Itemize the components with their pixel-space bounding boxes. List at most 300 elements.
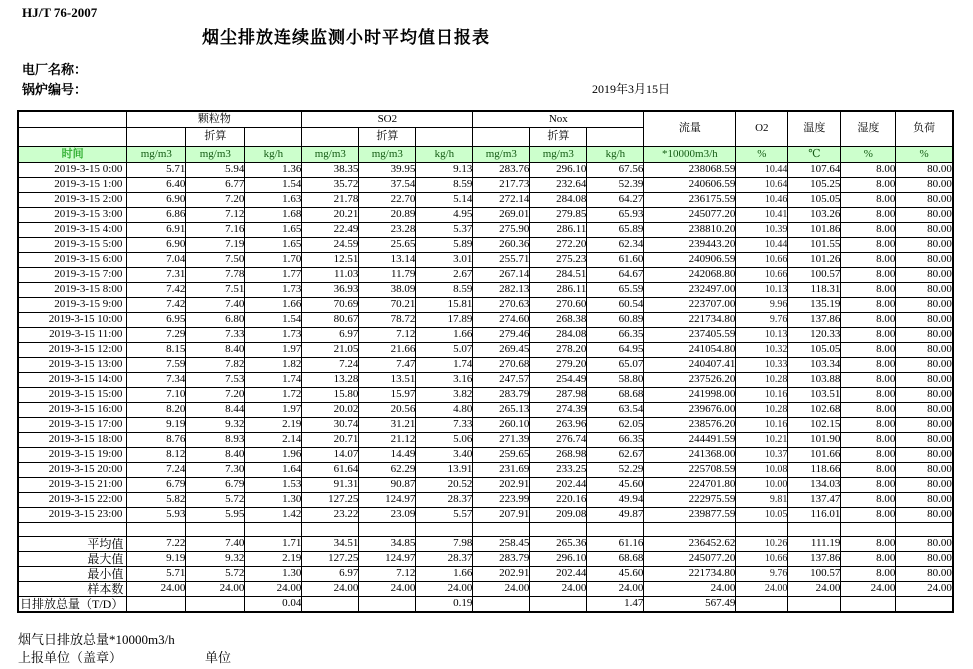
empty-cell: [186, 522, 245, 536]
value-cell: 1.63: [245, 192, 302, 207]
value-cell: 11.03: [302, 267, 359, 282]
value-cell: 2.14: [245, 432, 302, 447]
value-cell: 10.13: [736, 282, 788, 297]
value-cell: 7.47: [359, 357, 416, 372]
value-cell: 7.12: [359, 566, 416, 581]
value-cell: 7.98: [416, 536, 473, 551]
value-cell: 23.22: [302, 507, 359, 522]
value-cell: 80.00: [896, 192, 953, 207]
value-cell: 7.20: [186, 192, 245, 207]
value-cell: 224701.80: [644, 477, 736, 492]
value-cell: 7.51: [186, 282, 245, 297]
value-cell: 5.95: [186, 507, 245, 522]
col-header-humidity: 湿度: [841, 111, 896, 146]
value-cell: 10.46: [736, 192, 788, 207]
value-cell: 107.64: [788, 162, 841, 177]
value-cell: 10.66: [736, 252, 788, 267]
value-cell: 8.00: [841, 297, 896, 312]
value-cell: 271.39: [473, 432, 530, 447]
value-cell: 101.55: [788, 237, 841, 252]
value-cell: 239676.00: [644, 402, 736, 417]
value-cell: 102.68: [788, 402, 841, 417]
value-cell: 137.86: [788, 551, 841, 566]
value-cell: 1.74: [245, 372, 302, 387]
value-cell: 265.13: [473, 402, 530, 417]
value-cell: [359, 596, 416, 612]
value-cell: 61.16: [587, 536, 644, 551]
value-cell: 8.00: [841, 387, 896, 402]
value-cell: 6.91: [127, 222, 186, 237]
value-cell: 5.37: [416, 222, 473, 237]
value-cell: 8.00: [841, 492, 896, 507]
value-cell: 1.66: [416, 566, 473, 581]
value-cell: 7.40: [186, 536, 245, 551]
value-cell: 236175.59: [644, 192, 736, 207]
time-cell: 2019-3-15 19:00: [18, 447, 127, 462]
value-cell: 24.59: [302, 237, 359, 252]
value-cell: 80.00: [896, 432, 953, 447]
value-cell: 118.31: [788, 282, 841, 297]
value-cell: 80.00: [896, 417, 953, 432]
value-cell: 103.34: [788, 357, 841, 372]
value-cell: 20.52: [416, 477, 473, 492]
value-cell: 64.27: [587, 192, 644, 207]
value-cell: 80.00: [896, 222, 953, 237]
summary-label: 平均值: [18, 536, 127, 551]
value-cell: 242068.80: [644, 267, 736, 282]
value-cell: 241054.80: [644, 342, 736, 357]
value-cell: 7.33: [186, 327, 245, 342]
value-cell: 135.19: [788, 297, 841, 312]
value-cell: 5.94: [186, 162, 245, 177]
empty-cell: [359, 522, 416, 536]
unit-humidity: %: [841, 146, 896, 162]
value-cell: 10.13: [736, 327, 788, 342]
col-header-load: 负荷: [896, 111, 953, 146]
value-cell: 20.89: [359, 207, 416, 222]
value-cell: 28.37: [416, 551, 473, 566]
summary-row: [18, 566, 953, 581]
value-cell: 8.00: [841, 447, 896, 462]
value-cell: 24.00: [302, 581, 359, 596]
value-cell: 265.36: [530, 536, 587, 551]
value-cell: 35.72: [302, 177, 359, 192]
unit-load: %: [896, 146, 953, 162]
value-cell: 8.00: [841, 342, 896, 357]
units-row: [18, 146, 953, 162]
time-header-spacer: [18, 127, 127, 146]
value-cell: 8.76: [127, 432, 186, 447]
value-cell: 8.15: [127, 342, 186, 357]
value-cell: 286.11: [530, 282, 587, 297]
value-cell: 10.39: [736, 222, 788, 237]
value-cell: 3.01: [416, 252, 473, 267]
time-cell: 2019-3-15 8:00: [18, 282, 127, 297]
value-cell: 90.87: [359, 477, 416, 492]
value-cell: 52.29: [587, 462, 644, 477]
value-cell: 8.59: [416, 177, 473, 192]
value-cell: 62.05: [587, 417, 644, 432]
value-cell: 9.19: [127, 551, 186, 566]
value-cell: 1.54: [245, 177, 302, 192]
value-cell: 20.71: [302, 432, 359, 447]
value-cell: 279.20: [530, 357, 587, 372]
time-cell: 2019-3-15 16:00: [18, 402, 127, 417]
value-cell: 240606.59: [644, 177, 736, 192]
value-cell: 9.32: [186, 551, 245, 566]
value-cell: 267.14: [473, 267, 530, 282]
report-date: 2019年3月15日: [591, 82, 670, 96]
value-cell: 60.54: [587, 297, 644, 312]
value-cell: 296.10: [530, 551, 587, 566]
value-cell: 8.00: [841, 566, 896, 581]
subheader-converted-nox: 折算: [530, 127, 587, 146]
value-cell: 8.00: [841, 207, 896, 222]
value-cell: 38.35: [302, 162, 359, 177]
value-cell: 80.00: [896, 357, 953, 372]
value-cell: 78.72: [359, 312, 416, 327]
value-cell: 7.42: [127, 282, 186, 297]
value-cell: 67.56: [587, 162, 644, 177]
value-cell: 24.00: [841, 581, 896, 596]
subheader-converted-pm: 折算: [186, 127, 245, 146]
table-body: [18, 162, 953, 612]
value-cell: 45.60: [587, 566, 644, 581]
value-cell: 10.16: [736, 417, 788, 432]
value-cell: 7.82: [186, 357, 245, 372]
value-cell: 7.59: [127, 357, 186, 372]
value-cell: 8.00: [841, 477, 896, 492]
value-cell: 8.00: [841, 312, 896, 327]
value-cell: 2.19: [245, 551, 302, 566]
value-cell: 5.89: [416, 237, 473, 252]
value-cell: 283.79: [473, 551, 530, 566]
value-cell: [530, 596, 587, 612]
value-cell: 7.50: [186, 252, 245, 267]
value-cell: 10.41: [736, 207, 788, 222]
value-cell: 1.36: [245, 162, 302, 177]
value-cell: 49.94: [587, 492, 644, 507]
value-cell: 1.70: [245, 252, 302, 267]
value-cell: 1.42: [245, 507, 302, 522]
value-cell: 270.60: [530, 297, 587, 312]
standard-code: HJ/T 76-2007: [22, 5, 98, 20]
value-cell: 268.98: [530, 447, 587, 462]
value-cell: 14.49: [359, 447, 416, 462]
empty-cell: [587, 522, 644, 536]
value-cell: 241368.00: [644, 447, 736, 462]
value-cell: 247.57: [473, 372, 530, 387]
value-cell: 7.12: [359, 327, 416, 342]
time-cell: 2019-3-15 6:00: [18, 252, 127, 267]
value-cell: 80.00: [896, 536, 953, 551]
value-cell: 6.79: [186, 477, 245, 492]
value-cell: 24.00: [788, 581, 841, 596]
boiler-no-label: 锅炉编号：: [22, 82, 88, 97]
value-cell: 1.73: [245, 327, 302, 342]
value-cell: 45.60: [587, 477, 644, 492]
value-cell: 124.97: [359, 492, 416, 507]
time-header-spacer: [18, 111, 127, 127]
value-cell: 61.60: [587, 252, 644, 267]
value-cell: 14.07: [302, 447, 359, 462]
empty-cell: [896, 522, 953, 536]
value-cell: 275.23: [530, 252, 587, 267]
empty-cell: [416, 522, 473, 536]
value-cell: 12.51: [302, 252, 359, 267]
time-cell: 2019-3-15 22:00: [18, 492, 127, 507]
summary-row: [18, 551, 953, 566]
value-cell: 5.71: [127, 566, 186, 581]
value-cell: 1.73: [245, 282, 302, 297]
value-cell: 13.14: [359, 252, 416, 267]
value-cell: 0.04: [245, 596, 302, 612]
value-cell: 80.67: [302, 312, 359, 327]
value-cell: 7.22: [127, 536, 186, 551]
value-cell: 24.00: [473, 581, 530, 596]
value-cell: 80.00: [896, 342, 953, 357]
value-cell: [896, 596, 953, 612]
value-cell: 20.02: [302, 402, 359, 417]
data-row: [18, 447, 953, 462]
subheader-converted-so2: 折算: [359, 127, 416, 146]
value-cell: 4.80: [416, 402, 473, 417]
value-cell: 9.76: [736, 566, 788, 581]
value-cell: 8.40: [186, 342, 245, 357]
time-cell: 2019-3-15 10:00: [18, 312, 127, 327]
value-cell: 11.79: [359, 267, 416, 282]
value-cell: 13.51: [359, 372, 416, 387]
unit-nox-kgh: kg/h: [587, 146, 644, 162]
value-cell: 225708.59: [644, 462, 736, 477]
value-cell: 39.95: [359, 162, 416, 177]
value-cell: 217.73: [473, 177, 530, 192]
value-cell: 101.86: [788, 222, 841, 237]
data-row: [18, 267, 953, 282]
value-cell: 80.00: [896, 477, 953, 492]
value-cell: 60.89: [587, 312, 644, 327]
value-cell: 3.82: [416, 387, 473, 402]
value-cell: 10.28: [736, 372, 788, 387]
value-cell: 127.25: [302, 492, 359, 507]
time-column-header: 时间: [18, 146, 127, 162]
value-cell: 70.21: [359, 297, 416, 312]
value-cell: 36.93: [302, 282, 359, 297]
value-cell: 5.72: [186, 566, 245, 581]
value-cell: 68.68: [587, 387, 644, 402]
col-header-o2: O2: [736, 111, 788, 146]
value-cell: [473, 596, 530, 612]
value-cell: 52.39: [587, 177, 644, 192]
value-cell: 10.05: [736, 507, 788, 522]
value-cell: 240906.59: [644, 252, 736, 267]
value-cell: 237526.20: [644, 372, 736, 387]
value-cell: 20.56: [359, 402, 416, 417]
value-cell: 7.33: [416, 417, 473, 432]
value-cell: 282.13: [473, 282, 530, 297]
value-cell: 2.19: [245, 417, 302, 432]
value-cell: 272.20: [530, 237, 587, 252]
value-cell: 1.72: [245, 387, 302, 402]
value-cell: 70.69: [302, 297, 359, 312]
value-cell: 1.54: [245, 312, 302, 327]
value-cell: 31.21: [359, 417, 416, 432]
value-cell: 124.97: [359, 551, 416, 566]
value-cell: 64.95: [587, 342, 644, 357]
value-cell: 7.20: [186, 387, 245, 402]
value-cell: 6.90: [127, 237, 186, 252]
value-cell: 6.79: [127, 477, 186, 492]
value-cell: 284.08: [530, 192, 587, 207]
value-cell: 118.66: [788, 462, 841, 477]
value-cell: 101.26: [788, 252, 841, 267]
data-row: [18, 387, 953, 402]
value-cell: 279.85: [530, 207, 587, 222]
value-cell: 8.00: [841, 402, 896, 417]
group-header-nox: Nox: [473, 111, 644, 127]
value-cell: 8.00: [841, 372, 896, 387]
time-cell: 2019-3-15 13:00: [18, 357, 127, 372]
time-cell: 2019-3-15 1:00: [18, 177, 127, 192]
time-cell: 2019-3-15 12:00: [18, 342, 127, 357]
value-cell: 259.65: [473, 447, 530, 462]
value-cell: 202.44: [530, 566, 587, 581]
data-row: [18, 342, 953, 357]
data-row: [18, 252, 953, 267]
value-cell: 236452.62: [644, 536, 736, 551]
value-cell: 239443.20: [644, 237, 736, 252]
data-row: [18, 162, 953, 177]
time-cell: 2019-3-15 3:00: [18, 207, 127, 222]
data-row: [18, 327, 953, 342]
value-cell: 127.25: [302, 551, 359, 566]
value-cell: 221734.80: [644, 312, 736, 327]
value-cell: 63.54: [587, 402, 644, 417]
value-cell: 80.00: [896, 312, 953, 327]
time-cell: 2019-3-15 21:00: [18, 477, 127, 492]
value-cell: 5.57: [416, 507, 473, 522]
value-cell: 10.44: [736, 237, 788, 252]
value-cell: 1.97: [245, 402, 302, 417]
value-cell: 567.49: [644, 596, 736, 612]
value-cell: 7.78: [186, 267, 245, 282]
value-cell: [841, 596, 896, 612]
value-cell: 103.26: [788, 207, 841, 222]
value-cell: 91.31: [302, 477, 359, 492]
value-cell: 49.87: [587, 507, 644, 522]
value-cell: 15.80: [302, 387, 359, 402]
value-cell: 270.68: [473, 357, 530, 372]
value-cell: 8.00: [841, 432, 896, 447]
value-cell: 120.33: [788, 327, 841, 342]
value-cell: 287.98: [530, 387, 587, 402]
time-cell: 2019-3-15 11:00: [18, 327, 127, 342]
value-cell: 5.14: [416, 192, 473, 207]
value-cell: 80.00: [896, 327, 953, 342]
value-cell: 80.00: [896, 507, 953, 522]
value-cell: 286.11: [530, 222, 587, 237]
value-cell: 21.05: [302, 342, 359, 357]
value-cell: 8.00: [841, 417, 896, 432]
value-cell: 137.47: [788, 492, 841, 507]
value-cell: 245077.20: [644, 207, 736, 222]
value-cell: 7.16: [186, 222, 245, 237]
value-cell: 8.00: [841, 267, 896, 282]
value-cell: 101.90: [788, 432, 841, 447]
summary-row: [18, 581, 953, 596]
value-cell: 6.77: [186, 177, 245, 192]
value-cell: 10.44: [736, 162, 788, 177]
value-cell: 244491.59: [644, 432, 736, 447]
value-cell: 5.72: [186, 492, 245, 507]
value-cell: 65.93: [587, 207, 644, 222]
value-cell: 8.00: [841, 357, 896, 372]
value-cell: 58.80: [587, 372, 644, 387]
time-cell: 2019-3-15 0:00: [18, 162, 127, 177]
value-cell: 8.00: [841, 162, 896, 177]
value-cell: 1.82: [245, 357, 302, 372]
value-cell: 24.00: [587, 581, 644, 596]
data-row: [18, 297, 953, 312]
value-cell: 80.00: [896, 566, 953, 581]
value-cell: 9.81: [736, 492, 788, 507]
value-cell: 24.00: [896, 581, 953, 596]
value-cell: 62.34: [587, 237, 644, 252]
time-cell: 2019-3-15 14:00: [18, 372, 127, 387]
value-cell: 30.74: [302, 417, 359, 432]
value-cell: 268.38: [530, 312, 587, 327]
value-cell: 24.00: [186, 581, 245, 596]
value-cell: 238810.20: [644, 222, 736, 237]
emission-report-table: [17, 110, 954, 613]
value-cell: 105.05: [788, 192, 841, 207]
value-cell: 65.89: [587, 222, 644, 237]
value-cell: 272.14: [473, 192, 530, 207]
value-cell: 8.00: [841, 282, 896, 297]
data-row: [18, 507, 953, 522]
value-cell: 7.19: [186, 237, 245, 252]
value-cell: 24.00: [127, 581, 186, 596]
time-cell: 2019-3-15 20:00: [18, 462, 127, 477]
value-cell: 7.24: [127, 462, 186, 477]
value-cell: 7.29: [127, 327, 186, 342]
summary-label: 最大值: [18, 551, 127, 566]
empty-cell: [841, 522, 896, 536]
value-cell: 7.10: [127, 387, 186, 402]
time-cell: 2019-3-15 2:00: [18, 192, 127, 207]
unit-so2-kgh: kg/h: [416, 146, 473, 162]
time-cell: 2019-3-15 23:00: [18, 507, 127, 522]
unit-nox-converted: mg/m3: [530, 146, 587, 162]
value-cell: 80.00: [896, 297, 953, 312]
value-cell: 10.32: [736, 342, 788, 357]
value-cell: 1.30: [245, 492, 302, 507]
value-cell: 8.00: [841, 536, 896, 551]
value-cell: 80.00: [896, 387, 953, 402]
data-row: [18, 357, 953, 372]
data-row: [18, 432, 953, 447]
value-cell: 7.34: [127, 372, 186, 387]
value-cell: 1.66: [245, 297, 302, 312]
value-cell: 20.21: [302, 207, 359, 222]
empty-cell: [127, 522, 186, 536]
value-cell: 8.00: [841, 192, 896, 207]
plant-name-label: 电厂名称：: [22, 62, 88, 77]
value-cell: 240407.41: [644, 357, 736, 372]
value-cell: 10.66: [736, 551, 788, 566]
group-header-row: [18, 111, 953, 127]
value-cell: 233.25: [530, 462, 587, 477]
